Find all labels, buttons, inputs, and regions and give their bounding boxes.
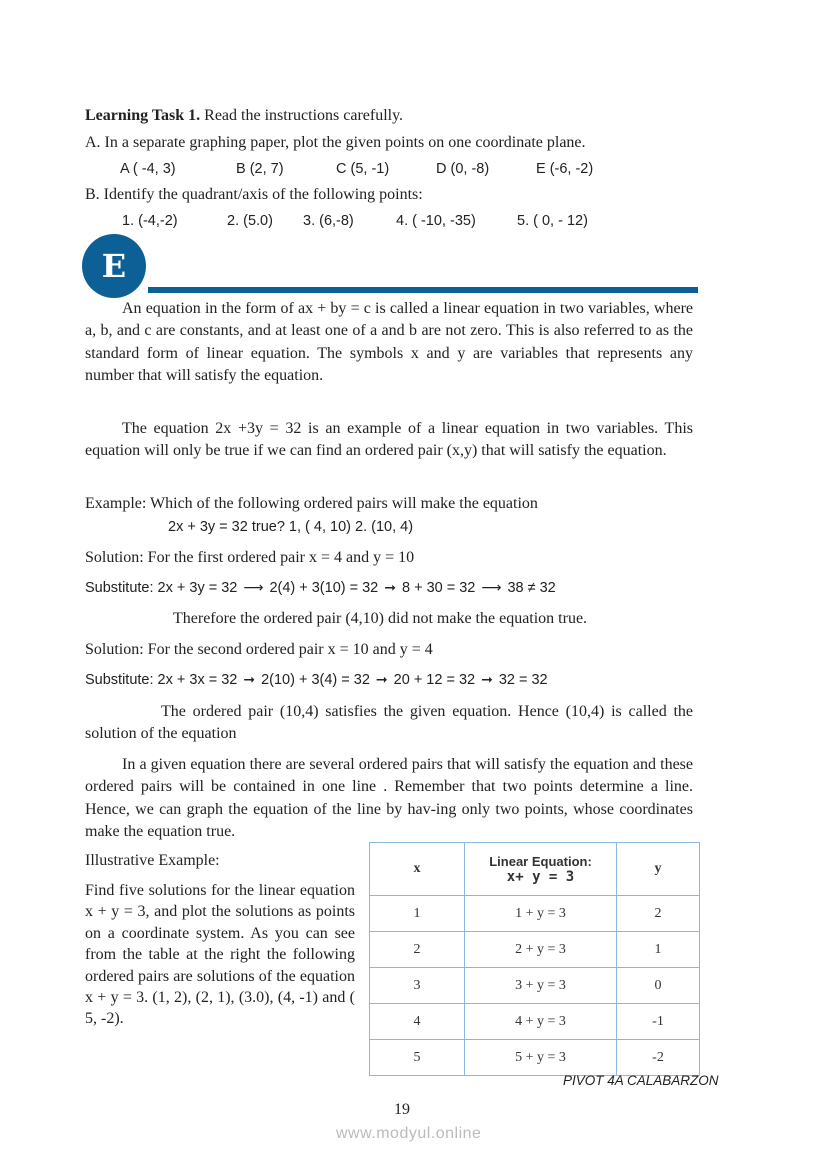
cell-x: 1 [370,896,465,932]
step: 20 + 12 = 32 [393,672,476,688]
arrow-right-icon: ⟶ [481,580,502,596]
cell-equation: 3 + y = 3 [465,968,617,1004]
paragraph-solution: The ordered pair (10,4) satisfies the given equation. Hence (10,4) is called the solution of the equation [85,703,693,743]
header-equation-title: Linear Equation: [489,853,592,869]
cell-x: 5 [370,1040,465,1076]
point: A ( -4, 3) [120,161,176,177]
table-row [370,1040,700,1076]
quadrant-point: 2. (5.0) [227,213,273,229]
cell-equation: 1 + y = 3 [465,896,617,932]
point: C (5, -1) [336,161,390,177]
point: D (0, -8) [436,161,490,177]
step: 38 ≠ 32 [507,580,556,596]
cell-y: 2 [617,896,700,932]
step: 2(4) + 3(10) = 32 [269,580,379,596]
task-instruction: Read the instructions carefully. [200,107,404,124]
part-b: B. Identify the quadrant/axis of the following points: [85,186,423,203]
arrow-right-icon: ➞ [384,580,396,596]
watermark: www.modyul.online [336,1125,482,1142]
step: 8 + 30 = 32 [402,580,476,596]
point: B (2, 7) [236,161,284,177]
cell-equation: 5 + y = 3 [465,1040,617,1076]
task-title: Learning Task 1. [85,107,201,124]
section-badge: E [82,234,146,298]
paragraph-two-points: In a given equation there are several ordered pairs that will satisfy the equation and these ordered pairs will be contained in one line . Remember that two points determine a line. Hence, we can graph the equation of the line by hav-ing only two points, whose coordinates make the equation true. [85,756,693,841]
quadrant-point: 4. ( -10, -35) [396,213,476,229]
illustrative-text: Find five solutions for the linear equation x + y = 3, and plot the solutions as points on a coordinate system. As you can see from the table at the right the following ordered pairs are solutions of the equation x + y = 3. (1, 2), (2, 1), (3.0), (4, -1) and ( 5, -2). [85,882,355,1028]
illustrative-heading: Illustrative Example: [85,852,220,869]
table-row [370,1004,700,1040]
point: E (-6, -2) [536,161,594,177]
solutions-table [369,842,700,1076]
points-list [120,159,593,179]
solution-second: Solution: For the second ordered pair x = 10 and y = 4 [85,641,433,658]
paragraph-definition: An equation in the form of ax + by = c is called a linear equation in two variables, where a, b, and c are constants, and at least one of a and b are not zero. This is also referred to as the standard form of linear equation. The symbols x and y are variables that represents any number that will satisfy the equation. [85,300,693,385]
table-row [370,968,700,1004]
step: 32 = 32 [498,672,548,688]
header-x: x [370,843,465,896]
table-row [370,932,700,968]
step: Substitute: 2x + 3y = 32 [85,580,238,596]
arrow-right-icon: ➞ [375,672,388,688]
paragraph-example-intro: The equation 2x +3y = 32 is an example of a linear equation in two variables. This equation will only be true if we can find an ordered pair (x,y) that will satisfy the equation. [85,420,693,460]
section-divider [148,287,698,293]
cell-y: 0 [617,968,700,1004]
arrow-right-icon: ➞ [481,672,493,688]
page-number: 19 [394,1101,410,1118]
quadrant-point: 1. (-4,-2) [122,213,178,229]
table-header [370,843,700,896]
substitute-first [85,578,556,598]
solution-first: Solution: For the first ordered pair x = 4 and y = 10 [85,549,415,566]
example-equation: 2x + 3y = 32 true? 1, ( 4, 10) 2. (10, 4) [168,519,414,535]
cell-y: -1 [617,1004,700,1040]
arrow-right-icon: ➞ [243,672,256,688]
quadrant-point: 3. (6,-8) [303,213,354,229]
footer-label: PIVOT 4A CALABARZON [563,1073,719,1088]
substitute-second [85,670,548,690]
cell-y: 1 [617,932,700,968]
quadrant-list [122,211,588,231]
example-question: Example: Which of the following ordered pairs will make the equation [85,495,538,512]
table-row [370,896,700,932]
cell-x: 2 [370,932,465,968]
cell-equation: 2 + y = 3 [465,932,617,968]
part-a: A. In a separate graphing paper, plot the given points on one coordinate plane. [85,134,586,151]
arrow-right-icon: ⟶ [243,580,264,596]
task-heading [85,106,403,126]
step: 2(10) + 3(4) = 32 [261,672,370,688]
cell-y: -2 [617,1040,700,1076]
step: Substitute: 2x + 3x = 32 [85,672,238,688]
therefore-text: Therefore the ordered pair (4,10) did not make the equation true. [173,610,588,627]
quadrant-point: 5. ( 0, - 12) [517,213,588,229]
cell-equation: 4 + y = 3 [465,1004,617,1040]
cell-x: 3 [370,968,465,1004]
header-equation [465,843,617,896]
header-y: y [617,843,700,896]
cell-x: 4 [370,1004,465,1040]
header-equation-text: x+ y = 3 [506,868,575,885]
